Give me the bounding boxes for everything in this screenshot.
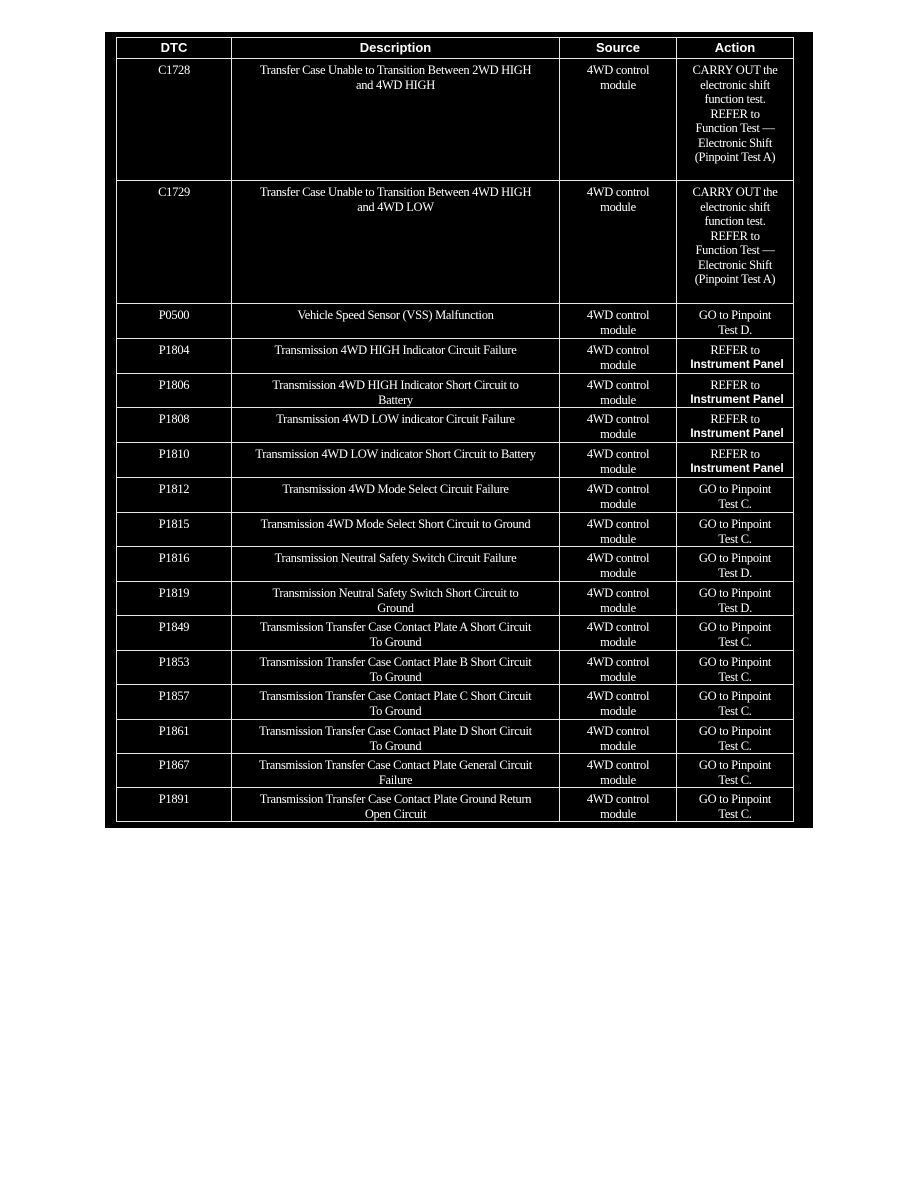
action-line: Test C. [718, 496, 752, 511]
description-line: Transfer Case Unable to Transition Between 2WD HIGH [259, 63, 532, 77]
table-row [117, 339, 794, 374]
source-line: module [600, 565, 636, 580]
table-row [117, 478, 794, 513]
description-line: Transmission 4WD Mode Select Circuit Failure [282, 482, 509, 496]
description-line: To Ground [369, 703, 422, 718]
table-row [117, 685, 794, 720]
description-cell [232, 59, 560, 181]
action-line: Electronic Shift [698, 257, 772, 272]
description-cell [232, 408, 560, 443]
dtc-code-cell: C1728 [117, 59, 232, 181]
dtc-code-cell: P1891 [117, 788, 232, 822]
description-line: Transmission 4WD LOW indicator Circuit Failure [276, 412, 515, 426]
action-line: GO to Pinpoint [698, 758, 772, 772]
description-cell [232, 754, 560, 788]
description-line: Transmission 4WD Mode Select Short Circuit to Ground [260, 517, 531, 531]
dtc-code-cell: P1815 [117, 513, 232, 547]
action-line: REFER to [710, 343, 760, 357]
source-line: 4WD control [586, 586, 650, 600]
description-line: and 4WD HIGH [355, 77, 436, 92]
source-line: 4WD control [586, 447, 650, 461]
source-line: module [600, 634, 636, 649]
action-line: REFER to [710, 228, 760, 243]
action-cell [677, 582, 794, 616]
source-line: 4WD control [586, 308, 650, 322]
action-cell [677, 443, 794, 478]
description-line: Transmission Transfer Case Contact Plate D Short Circuit [259, 724, 532, 738]
source-cell [560, 616, 677, 651]
action-line: Test C. [718, 806, 752, 821]
action-line: GO to Pinpoint [698, 655, 772, 669]
description-cell [232, 443, 560, 478]
source-line: 4WD control [586, 689, 650, 703]
description-cell [232, 616, 560, 651]
description-line: Transmission Transfer Case Contact Plate B Short Circuit [259, 655, 532, 669]
source-line: 4WD control [586, 551, 650, 565]
description-line: and 4WD LOW [357, 199, 434, 214]
description-cell [232, 720, 560, 754]
action-line: Test D. [718, 565, 752, 580]
table-row [117, 651, 794, 685]
dtc-code-cell: P1861 [117, 720, 232, 754]
dtc-code-cell: P1812 [117, 478, 232, 513]
action-line: function test. [704, 92, 766, 106]
description-line: To Ground [369, 738, 422, 753]
source-cell [560, 582, 677, 616]
source-line: module [600, 199, 636, 214]
action-line: Test C. [718, 738, 752, 753]
source-line: 4WD control [586, 792, 650, 806]
description-cell [232, 788, 560, 822]
action-cell [677, 304, 794, 339]
source-cell [560, 339, 677, 374]
action-cell [677, 339, 794, 374]
dtc-code-cell: P0500 [117, 304, 232, 339]
description-line: To Ground [369, 669, 422, 684]
action-cell [677, 59, 794, 181]
table-row [117, 720, 794, 754]
action-line: function test. [704, 214, 766, 228]
action-line: (Pinpoint Test A) [694, 272, 776, 286]
source-line: module [600, 531, 636, 546]
table-row [117, 304, 794, 339]
source-cell [560, 443, 677, 478]
description-line: Transmission Transfer Case Contact Plate C Short Circuit [259, 689, 532, 703]
action-cell [677, 685, 794, 720]
source-cell [560, 59, 677, 181]
table-row [117, 616, 794, 651]
action-line: electronic shift [700, 77, 770, 92]
source-line: module [600, 738, 636, 753]
source-cell [560, 788, 677, 822]
source-line: 4WD control [586, 724, 650, 738]
header-description: Description [232, 38, 560, 59]
description-line: Ground [377, 600, 414, 615]
source-line: 4WD control [586, 378, 650, 392]
source-line: module [600, 392, 636, 407]
source-cell [560, 513, 677, 547]
description-line: To Ground [369, 634, 422, 649]
table-body [117, 59, 794, 822]
dtc-code-cell: P1867 [117, 754, 232, 788]
dtc-code-cell: P1819 [117, 582, 232, 616]
source-line: module [600, 357, 636, 372]
source-line: 4WD control [586, 620, 650, 634]
description-line: Battery [378, 392, 413, 407]
description-cell [232, 181, 560, 304]
action-cell [677, 513, 794, 547]
source-cell [560, 754, 677, 788]
dtc-code-cell: C1729 [117, 181, 232, 304]
header-source: Source [560, 38, 677, 59]
description-line: Vehicle Speed Sensor (VSS) Malfunction [297, 308, 494, 322]
instrument-panel-reference: Instrument Panel [690, 462, 784, 475]
action-line: GO to Pinpoint [698, 620, 772, 634]
action-line: CARRY OUT the [692, 185, 778, 199]
dtc-code-cell: P1849 [117, 616, 232, 651]
dtc-code-cell: P1853 [117, 651, 232, 685]
source-line: 4WD control [586, 655, 650, 669]
action-line: REFER to [710, 106, 760, 121]
action-line: (Pinpoint Test A) [694, 150, 776, 164]
table-row [117, 374, 794, 408]
description-cell [232, 582, 560, 616]
source-line: 4WD control [586, 63, 650, 77]
source-line: module [600, 703, 636, 718]
source-cell [560, 720, 677, 754]
action-cell [677, 408, 794, 443]
action-line: REFER to [710, 378, 760, 392]
source-line: 4WD control [586, 758, 650, 772]
source-line: 4WD control [586, 412, 650, 426]
description-cell [232, 547, 560, 582]
action-line: Test C. [718, 669, 752, 684]
description-line: Transmission Neutral Safety Switch Short Circuit to [272, 586, 519, 600]
header-dtc: DTC [117, 38, 232, 59]
action-cell [677, 478, 794, 513]
action-line: Test D. [718, 600, 752, 615]
action-line: Function Test — [695, 243, 775, 257]
action-line: GO to Pinpoint [698, 482, 772, 496]
description-line: Transfer Case Unable to Transition Between 4WD HIGH [259, 185, 532, 199]
description-cell [232, 374, 560, 408]
dtc-code-cell: P1857 [117, 685, 232, 720]
source-cell [560, 374, 677, 408]
action-cell [677, 788, 794, 822]
table-row [117, 443, 794, 478]
action-cell [677, 754, 794, 788]
dtc-code-cell: P1806 [117, 374, 232, 408]
action-line: GO to Pinpoint [698, 792, 772, 806]
action-line: GO to Pinpoint [698, 689, 772, 703]
table-row [117, 59, 794, 181]
action-line: Function Test — [695, 121, 775, 135]
description-line: Open Circuit [364, 806, 427, 821]
description-cell [232, 513, 560, 547]
source-line: 4WD control [586, 482, 650, 496]
action-cell [677, 374, 794, 408]
source-line: 4WD control [586, 185, 650, 199]
source-cell [560, 651, 677, 685]
action-line: CARRY OUT the [692, 63, 778, 77]
dtc-code-cell: P1804 [117, 339, 232, 374]
action-line: electronic shift [700, 199, 770, 214]
source-line: module [600, 496, 636, 511]
description-cell [232, 685, 560, 720]
description-line: Transmission Neutral Safety Switch Circuit Failure [274, 551, 517, 565]
dtc-table [116, 37, 794, 822]
source-cell [560, 181, 677, 304]
description-cell [232, 478, 560, 513]
table-row [117, 513, 794, 547]
source-line: module [600, 461, 636, 476]
description-cell [232, 651, 560, 685]
action-cell [677, 181, 794, 304]
source-line: module [600, 322, 636, 337]
header-action: Action [677, 38, 794, 59]
source-line: module [600, 426, 636, 441]
source-cell [560, 478, 677, 513]
action-cell [677, 547, 794, 582]
table-row [117, 788, 794, 822]
description-line: Transmission Transfer Case Contact Plate Ground Return [259, 792, 532, 806]
description-line: Transmission 4WD LOW indicator Short Circuit to Battery [255, 447, 536, 461]
action-cell [677, 616, 794, 651]
instrument-panel-reference: Instrument Panel [690, 358, 784, 371]
action-line: Test C. [718, 634, 752, 649]
action-line: Test D. [718, 322, 752, 337]
dtc-code-cell: P1816 [117, 547, 232, 582]
description-line: Transmission 4WD HIGH Indicator Short Circuit to [272, 378, 519, 392]
description-line: Failure [378, 772, 413, 787]
dtc-code-cell: P1810 [117, 443, 232, 478]
action-line: GO to Pinpoint [698, 551, 772, 565]
table-row [117, 754, 794, 788]
source-line: module [600, 806, 636, 821]
table-header-row [117, 38, 794, 59]
action-line: GO to Pinpoint [698, 517, 772, 531]
action-line: Test C. [718, 531, 752, 546]
source-line: module [600, 600, 636, 615]
source-line: module [600, 772, 636, 787]
source-line: module [600, 669, 636, 684]
action-line: GO to Pinpoint [698, 586, 772, 600]
source-cell [560, 408, 677, 443]
source-line: 4WD control [586, 343, 650, 357]
source-line: 4WD control [586, 517, 650, 531]
description-line: Transmission Transfer Case Contact Plate A Short Circuit [259, 620, 532, 634]
source-cell [560, 547, 677, 582]
table-row [117, 408, 794, 443]
description-cell [232, 339, 560, 374]
table-row [117, 547, 794, 582]
action-cell [677, 651, 794, 685]
source-cell [560, 304, 677, 339]
action-line: Electronic Shift [698, 135, 772, 150]
description-line: Transmission Transfer Case Contact Plate General Circuit [259, 758, 532, 772]
action-line: REFER to [710, 412, 760, 426]
source-cell [560, 685, 677, 720]
instrument-panel-reference: Instrument Panel [690, 427, 784, 440]
action-cell [677, 720, 794, 754]
action-line: Test C. [718, 772, 752, 787]
dtc-code-cell: P1808 [117, 408, 232, 443]
action-line: Test C. [718, 703, 752, 718]
action-line: GO to Pinpoint [698, 724, 772, 738]
table-row [117, 181, 794, 304]
table-row [117, 582, 794, 616]
source-line: module [600, 77, 636, 92]
description-cell [232, 304, 560, 339]
instrument-panel-reference: Instrument Panel [690, 393, 784, 406]
description-line: Transmission 4WD HIGH Indicator Circuit Failure [274, 343, 517, 357]
action-line: GO to Pinpoint [698, 308, 772, 322]
action-line: REFER to [710, 447, 760, 461]
